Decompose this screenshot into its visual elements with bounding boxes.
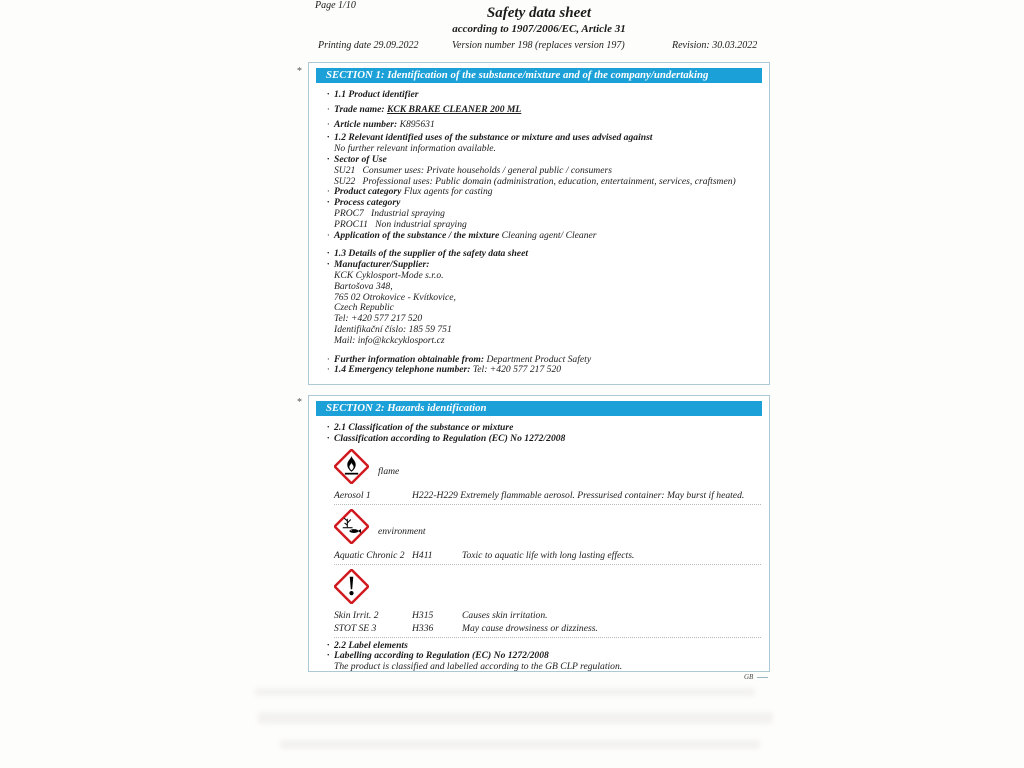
proc7-line: PROC7 Industrial spraying (334, 207, 445, 219)
application-value: Cleaning agent/ Cleaner (499, 229, 597, 241)
gb-dash-line (757, 677, 768, 678)
product-identifier-heading: · 1.1 Product identifier (334, 90, 761, 101)
ghs-environment-row (334, 508, 761, 546)
address-line: Czech Republic (334, 302, 394, 314)
hazard-statement: May cause drowsiness or dizziness. (462, 622, 598, 634)
sector-of-use-heading: · Sector of Use (334, 155, 761, 166)
ghs-flame-row (334, 448, 761, 486)
environment-label: environment (378, 526, 426, 538)
su21-line: SU21 Consumer uses: Private households / general public / consumers (334, 164, 612, 176)
section2-change-marker: * (297, 397, 302, 408)
emergency-phone-label: 1.4 Emergency telephone number: (334, 364, 471, 376)
manufacturer-heading: · Manufacturer/Supplier: (334, 260, 761, 271)
trade-name-line (334, 105, 761, 116)
hazard-row-aquatic (334, 549, 761, 562)
hazard-row-stot (334, 622, 761, 635)
printing-date: Printing date 29.09.2022 (318, 40, 419, 51)
hazard-class: Skin Irrit. 2 (334, 609, 379, 621)
article-number-label: Article number: (334, 118, 400, 130)
emergency-phone-value: Tel: +420 577 217 520 (470, 364, 562, 376)
supplier-details-heading: · 1.3 Details of the supplier of the safety data sheet (334, 249, 761, 260)
further-info-label: Further information obtainable from: (334, 353, 485, 365)
section1-box (308, 62, 770, 385)
hazard-statement: Causes skin irritation. (462, 609, 548, 621)
application-line (334, 231, 761, 242)
hazard-class: Aquatic Chronic 2 (334, 549, 405, 561)
doc-title: Safety data sheet (486, 5, 592, 21)
article-number-value: K895631 (399, 118, 435, 130)
application-label: Application of the substance / the mixture (334, 229, 500, 241)
address-line: Tel: +420 577 217 520 (334, 313, 423, 325)
section2-header: SECTION 2: Hazards identification (316, 401, 762, 416)
hazard-statement: H222-H229 Extremely flammable aerosol. Pressurised container: May burst if heated. (412, 489, 745, 501)
product-category-value: Flux agents for casting (401, 186, 493, 198)
ghs-environment-icon (334, 509, 369, 544)
hazard-code: H411 (412, 549, 433, 561)
ghs-exclamation-icon (334, 569, 369, 604)
hazard-row-aerosol (334, 489, 761, 502)
article-number-line (334, 120, 761, 131)
ghs-flame-icon (334, 449, 369, 484)
regulation-heading: · Classification according to Regulation (EC) No 1272/2008 (334, 434, 761, 445)
ghs-exclamation-row (334, 568, 761, 606)
dotted-separator (334, 637, 761, 638)
section1-change-marker: * (297, 66, 302, 77)
hazard-code: H336 (412, 622, 434, 634)
label-elements-heading: · 2.2 Label elements (334, 641, 761, 652)
version-number: Version number 198 (replaces version 197) (452, 40, 625, 51)
su22-line: SU22 Professional uses: Public domain (administration, education, entertainment, services, craftsmen) (334, 175, 736, 187)
doc-subtitle: according to 1907/2006/EC, Article 31 (452, 23, 626, 35)
section2-box (308, 395, 770, 672)
address-line: KCK Cyklosport-Mode s.r.o. (334, 269, 444, 281)
trade-name-label: Trade name: (334, 103, 387, 115)
dotted-separator (334, 564, 761, 565)
ghost-bleedthrough (280, 740, 760, 749)
section1-content (309, 83, 769, 376)
ghost-bleedthrough (255, 688, 755, 696)
further-info-value: Department Product Safety (484, 353, 592, 365)
address-line: Identifikační číslo: 185 59 751 (334, 323, 452, 335)
section1-header: SECTION 1: Identification of the substance/mixture and of the company/undertaking (316, 68, 762, 83)
language-code: GB (744, 673, 754, 681)
labelling-heading: · Labelling according to Regulation (EC) No 1272/2008 (334, 651, 761, 662)
relevant-uses-heading: · 1.2 Relevant identified uses of the substance or mixture and uses advised against (334, 133, 761, 144)
flame-label: flame (378, 466, 400, 478)
hazard-class: STOT SE 3 (334, 622, 377, 634)
address-line: 765 02 Otrokovice - Kvítkovice, (334, 291, 456, 303)
address-line: Bartošova 348, (334, 280, 393, 292)
product-category-label: Product category (334, 186, 402, 198)
labelling-text: The product is classified and labelled according to the GB CLP regulation. (334, 661, 623, 672)
process-category-heading: · Process category (334, 198, 761, 209)
ghost-bleedthrough (258, 712, 773, 724)
classification-heading: · 2.1 Classification of the substance or mixture (334, 423, 761, 434)
revision-date: Revision: 30.03.2022 (672, 40, 758, 51)
hazard-class: Aerosol 1 (334, 489, 371, 501)
section2-content (309, 416, 769, 672)
page-number: Page 1/10 (315, 0, 356, 11)
dotted-separator (334, 504, 761, 505)
no-further-info: No further relevant information available. (334, 143, 496, 155)
address-line: Mail: info@kckcyklosport.cz (334, 334, 445, 346)
hazard-statement: Toxic to aquatic life with long lasting effects. (462, 549, 635, 561)
trade-name-value: KCK BRAKE CLEANER 200 ML (386, 103, 522, 115)
hazard-code: H315 (412, 609, 434, 621)
emergency-phone-line (334, 365, 761, 376)
hazard-row-skin (334, 609, 761, 622)
proc11-line: PROC11 Non industrial spraying (334, 218, 467, 230)
